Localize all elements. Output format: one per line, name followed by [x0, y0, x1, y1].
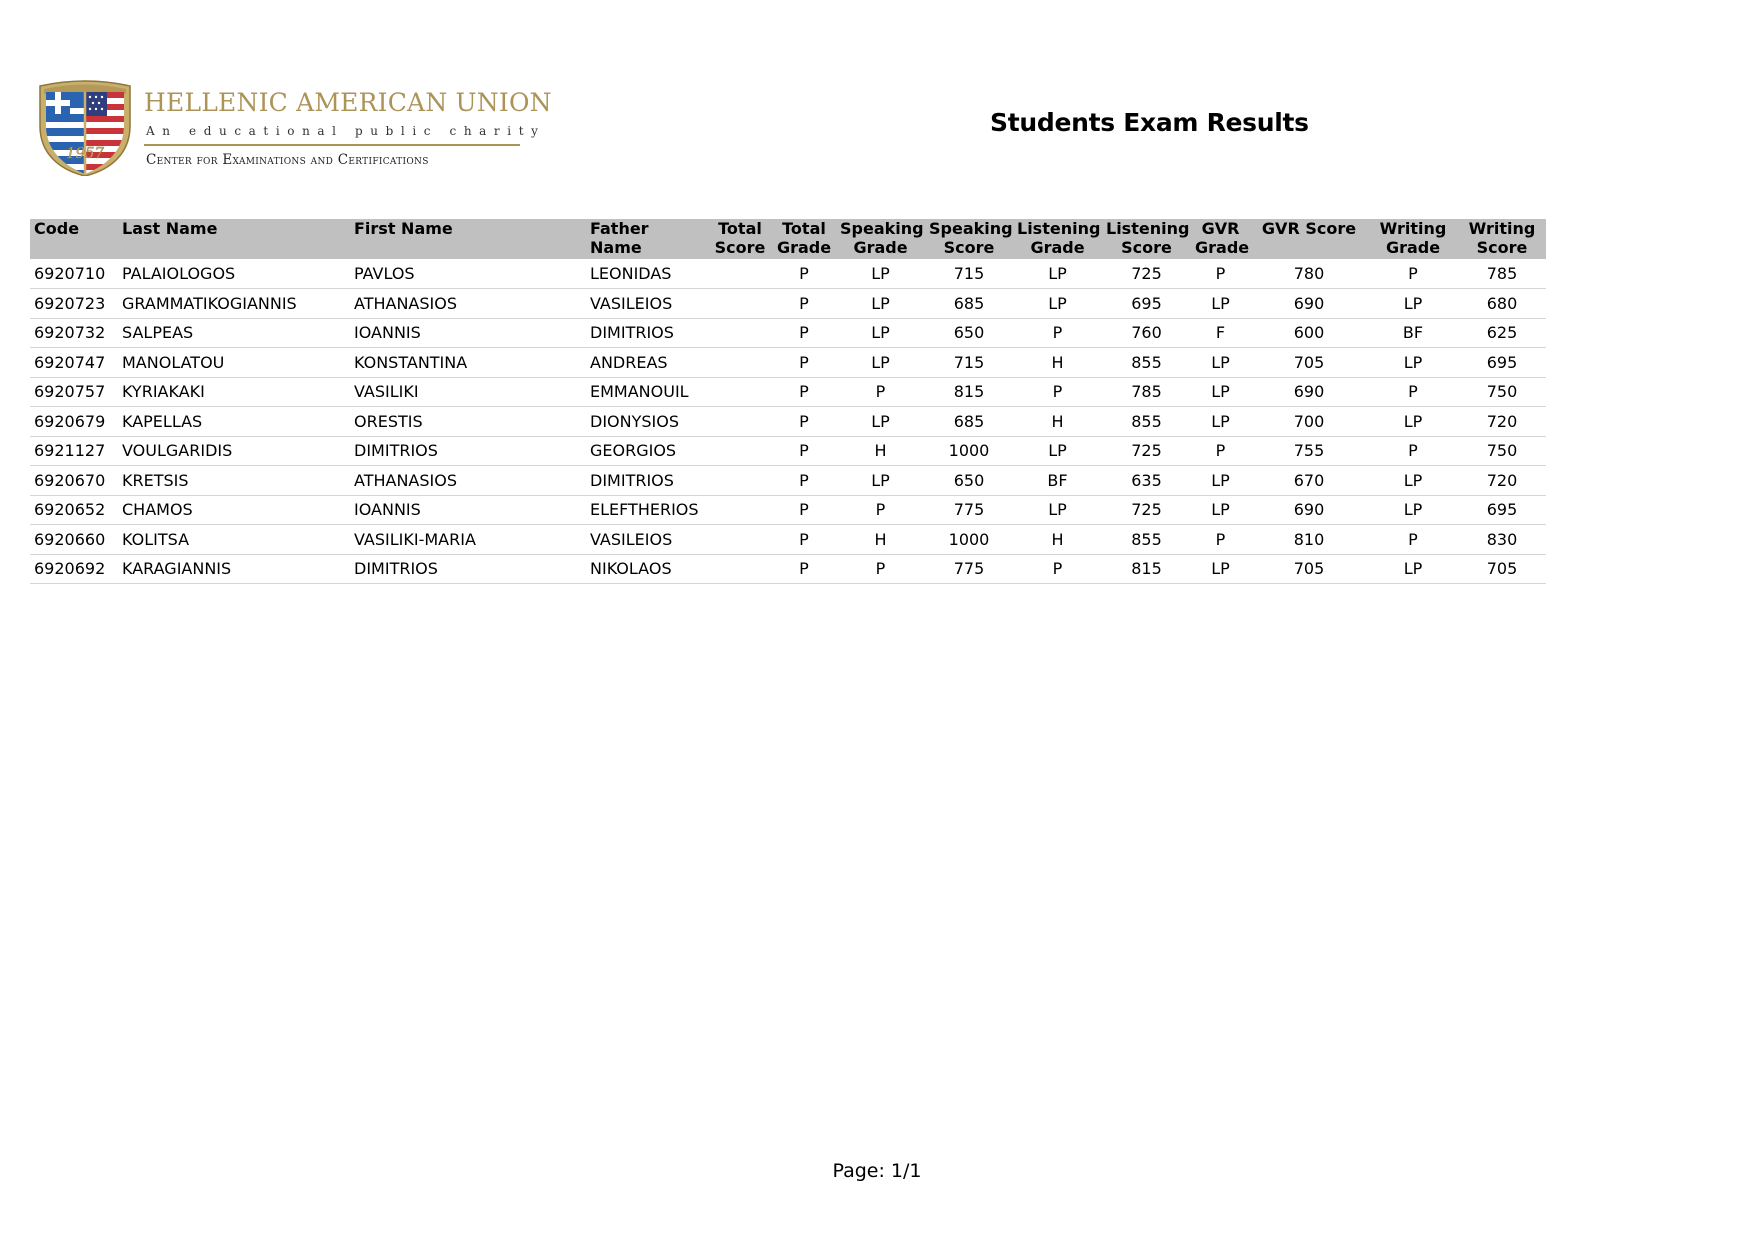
table-cell: KAPELLAS [118, 407, 350, 437]
table-cell: 680 [1458, 289, 1546, 319]
table-cell: 6920747 [30, 348, 118, 378]
table-cell: 6920710 [30, 259, 118, 289]
column-header: Writing Score [1458, 219, 1546, 259]
table-cell: GEORGIOS [586, 436, 708, 466]
org-name: HELLENIC AMERICAN UNION [144, 88, 552, 117]
table-cell [708, 318, 772, 348]
table-cell: LP [1191, 348, 1250, 378]
table-cell: F [1191, 318, 1250, 348]
table-cell: H [836, 436, 925, 466]
table-cell [708, 525, 772, 555]
table-row [30, 525, 1546, 555]
table-cell: ELEFTHERIOS [586, 495, 708, 525]
table-cell: 810 [1250, 525, 1368, 555]
table-cell: P [836, 377, 925, 407]
page-number: Page: 1/1 [832, 1160, 922, 1182]
column-header: Listening Score [1102, 219, 1191, 259]
table-cell: DIMITRIOS [586, 466, 708, 496]
table-cell [708, 407, 772, 437]
table-cell: 855 [1102, 525, 1191, 555]
table-cell: LP [1013, 289, 1102, 319]
table-cell: LP [836, 259, 925, 289]
table-cell [708, 259, 772, 289]
table-cell: MANOLATOU [118, 348, 350, 378]
table-cell: 625 [1458, 318, 1546, 348]
table-cell: P [1368, 525, 1458, 555]
table-cell: 6920757 [30, 377, 118, 407]
table-cell: P [1191, 259, 1250, 289]
table-row [30, 348, 1546, 378]
column-header: Speaking Grade [836, 219, 925, 259]
table-cell: H [1013, 407, 1102, 437]
table-cell: KOLITSA [118, 525, 350, 555]
table-cell: ATHANASIOS [350, 466, 586, 496]
table-cell: LP [1191, 554, 1250, 584]
table-cell: 725 [1102, 495, 1191, 525]
table-row [30, 407, 1546, 437]
table-cell: LP [836, 348, 925, 378]
table-cell [708, 466, 772, 496]
table-cell: 855 [1102, 348, 1191, 378]
table-cell: 760 [1102, 318, 1191, 348]
table-cell: VASILIKI-MARIA [350, 525, 586, 555]
table-cell: LP [1191, 495, 1250, 525]
table-cell: H [1013, 348, 1102, 378]
table-cell: 720 [1458, 407, 1546, 437]
table-cell: P [836, 554, 925, 584]
table-cell: P [1368, 259, 1458, 289]
table-cell: 685 [925, 407, 1013, 437]
table-cell: LP [1191, 377, 1250, 407]
table-cell: H [836, 525, 925, 555]
table-cell: LP [836, 289, 925, 319]
table-cell: 1000 [925, 525, 1013, 555]
column-header: Total Grade [772, 219, 836, 259]
table-cell [708, 554, 772, 584]
table-cell: P [772, 289, 836, 319]
table-cell: 750 [1458, 377, 1546, 407]
table-cell: 650 [925, 318, 1013, 348]
table-cell: 705 [1458, 554, 1546, 584]
table-cell: PALAIOLOGOS [118, 259, 350, 289]
center-name: Center for Examinations and Certifications [146, 152, 429, 168]
table-cell: P [772, 436, 836, 466]
table-cell: 725 [1102, 259, 1191, 289]
table-cell: LP [1013, 259, 1102, 289]
table-cell: P [772, 466, 836, 496]
column-header: Last Name [118, 219, 350, 259]
table-cell: P [772, 407, 836, 437]
table-cell: P [1013, 554, 1102, 584]
table-cell: VASILIKI [350, 377, 586, 407]
column-header: Listening Grade [1013, 219, 1102, 259]
table-cell: P [772, 259, 836, 289]
table-cell: P [1013, 377, 1102, 407]
table-cell: LP [1191, 466, 1250, 496]
table-cell: KYRIAKAKI [118, 377, 350, 407]
table-cell: 755 [1250, 436, 1368, 466]
column-header: GVR Grade [1191, 219, 1250, 259]
results-table-header [30, 219, 1546, 259]
table-cell: 775 [925, 495, 1013, 525]
table-cell: 785 [1458, 259, 1546, 289]
column-header: Code [30, 219, 118, 259]
table-cell: GRAMMATIKOGIANNIS [118, 289, 350, 319]
table-cell: VASILEIOS [586, 289, 708, 319]
header-row [30, 219, 1546, 259]
table-cell: 775 [925, 554, 1013, 584]
table-cell: 670 [1250, 466, 1368, 496]
table-cell: PAVLOS [350, 259, 586, 289]
report-title: Students Exam Results [990, 108, 1309, 137]
results-table [30, 219, 1546, 584]
table-cell: IOANNIS [350, 495, 586, 525]
table-cell: ANDREAS [586, 348, 708, 378]
table-cell [708, 495, 772, 525]
table-cell: 815 [1102, 554, 1191, 584]
results-table-body [30, 259, 1546, 584]
table-cell: 6920670 [30, 466, 118, 496]
table-cell: P [1368, 436, 1458, 466]
table-cell: KONSTANTINA [350, 348, 586, 378]
table-cell: 785 [1102, 377, 1191, 407]
table-row [30, 318, 1546, 348]
table-cell: P [772, 377, 836, 407]
table-cell: KARAGIANNIS [118, 554, 350, 584]
table-cell: 695 [1458, 495, 1546, 525]
table-cell: 6921127 [30, 436, 118, 466]
column-header: GVR Score [1250, 219, 1368, 259]
table-cell: LP [1368, 466, 1458, 496]
table-cell [708, 289, 772, 319]
table-cell: P [772, 554, 836, 584]
table-cell: 650 [925, 466, 1013, 496]
table-cell: 6920723 [30, 289, 118, 319]
table-cell: LP [1368, 407, 1458, 437]
table-cell: 690 [1250, 377, 1368, 407]
org-logo [38, 78, 552, 176]
table-cell: 700 [1250, 407, 1368, 437]
table-cell: P [772, 525, 836, 555]
table-row [30, 436, 1546, 466]
table-cell: 815 [925, 377, 1013, 407]
table-row [30, 289, 1546, 319]
table-cell: LP [1368, 289, 1458, 319]
table-cell: P [1013, 318, 1102, 348]
table-cell: P [772, 495, 836, 525]
table-cell: LP [1368, 348, 1458, 378]
table-cell: LP [1368, 554, 1458, 584]
table-cell: 715 [925, 348, 1013, 378]
table-cell: 725 [1102, 436, 1191, 466]
table-cell: P [772, 318, 836, 348]
table-cell: 750 [1458, 436, 1546, 466]
table-cell: 705 [1250, 348, 1368, 378]
table-cell: 1000 [925, 436, 1013, 466]
column-header: Speaking Score [925, 219, 1013, 259]
table-cell: LEONIDAS [586, 259, 708, 289]
table-cell [708, 436, 772, 466]
table-cell: LP [836, 407, 925, 437]
table-cell: LP [1191, 289, 1250, 319]
table-cell: 715 [925, 259, 1013, 289]
column-header: First Name [350, 219, 586, 259]
table-row [30, 554, 1546, 584]
column-header: Father Name [586, 219, 708, 259]
table-cell: 695 [1102, 289, 1191, 319]
table-cell: VASILEIOS [586, 525, 708, 555]
table-cell: P [1191, 525, 1250, 555]
table-cell: 6920652 [30, 495, 118, 525]
table-cell: LP [836, 466, 925, 496]
table-cell: CHAMOS [118, 495, 350, 525]
table-cell: P [836, 495, 925, 525]
table-cell: DIMITRIOS [350, 554, 586, 584]
table-cell: IOANNIS [350, 318, 586, 348]
table-cell [708, 348, 772, 378]
table-cell: DIONYSIOS [586, 407, 708, 437]
table-cell: 635 [1102, 466, 1191, 496]
table-cell: 690 [1250, 289, 1368, 319]
table-row [30, 259, 1546, 289]
table-cell: ORESTIS [350, 407, 586, 437]
table-cell: 695 [1458, 348, 1546, 378]
table-cell: LP [836, 318, 925, 348]
table-cell: P [772, 348, 836, 378]
table-cell: 6920692 [30, 554, 118, 584]
table-cell: KRETSIS [118, 466, 350, 496]
table-cell: DIMITRIOS [350, 436, 586, 466]
column-header: Total Score [708, 219, 772, 259]
table-cell: LP [1013, 436, 1102, 466]
table-cell: 855 [1102, 407, 1191, 437]
table-cell: 690 [1250, 495, 1368, 525]
table-cell [708, 377, 772, 407]
table-cell: LP [1368, 495, 1458, 525]
table-cell: DIMITRIOS [586, 318, 708, 348]
table-cell: LP [1013, 495, 1102, 525]
table-cell: VOULGARIDIS [118, 436, 350, 466]
table-cell: NIKOLAOS [586, 554, 708, 584]
table-cell: BF [1368, 318, 1458, 348]
table-row [30, 466, 1546, 496]
table-cell: 6920679 [30, 407, 118, 437]
column-header: Writing Grade [1368, 219, 1458, 259]
table-cell: BF [1013, 466, 1102, 496]
org-tagline: An educational public charity [146, 124, 546, 138]
table-cell: H [1013, 525, 1102, 555]
table-cell: 6920660 [30, 525, 118, 555]
table-cell: 705 [1250, 554, 1368, 584]
table-cell: EMMANOUIL [586, 377, 708, 407]
table-cell: 830 [1458, 525, 1546, 555]
table-cell: 6920732 [30, 318, 118, 348]
table-cell: LP [1191, 407, 1250, 437]
table-row [30, 377, 1546, 407]
table-cell: SALPEAS [118, 318, 350, 348]
shield-logo-icon [38, 78, 132, 176]
table-cell: P [1368, 377, 1458, 407]
table-cell: 600 [1250, 318, 1368, 348]
table-cell: 780 [1250, 259, 1368, 289]
table-cell: P [1191, 436, 1250, 466]
logo-divider [144, 144, 520, 146]
table-cell: 720 [1458, 466, 1546, 496]
table-cell: ATHANASIOS [350, 289, 586, 319]
table-cell: 685 [925, 289, 1013, 319]
seal-year: 1957 [65, 144, 105, 162]
table-row [30, 495, 1546, 525]
